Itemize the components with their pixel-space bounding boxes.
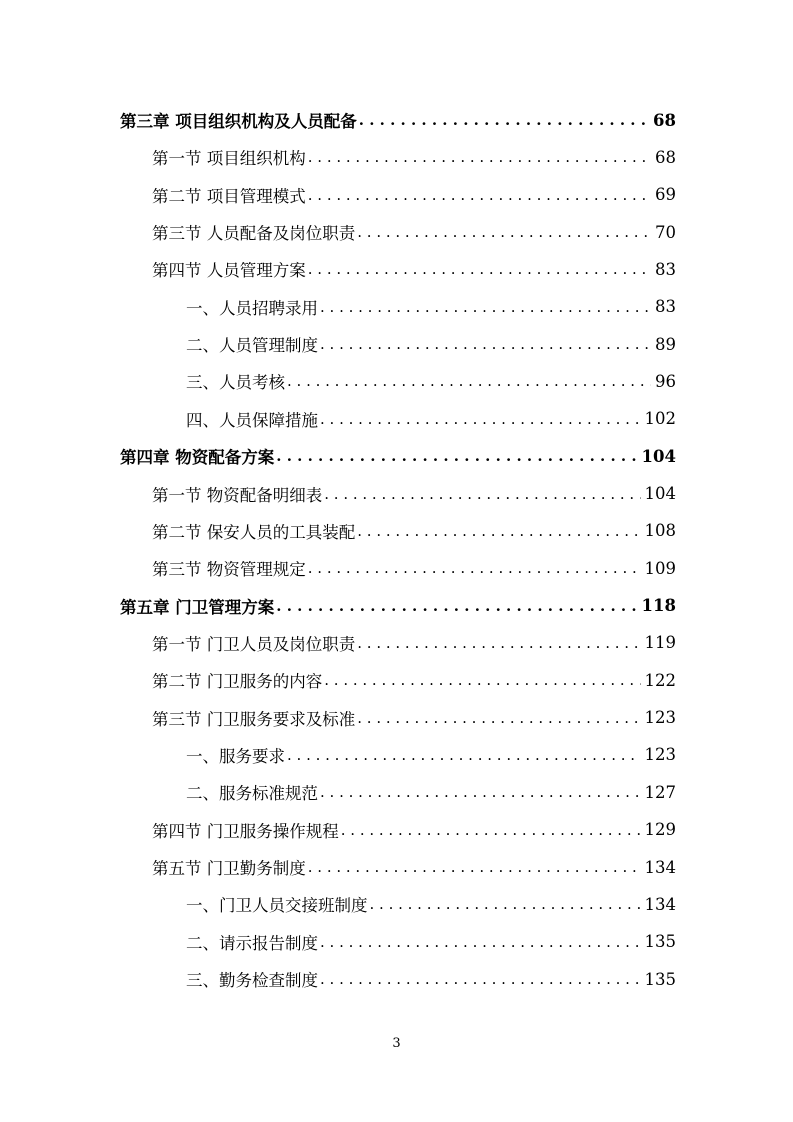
toc-chapter-entry[interactable] xyxy=(120,592,676,620)
toc-entry-title: 二、服务标准规范 xyxy=(186,784,318,804)
toc-entry-title: 三、勤务检查制度 xyxy=(186,971,318,991)
toc-dot-leader xyxy=(320,335,651,353)
toc-dot-leader xyxy=(308,858,641,876)
toc-dot-leader xyxy=(324,671,640,689)
toc-entry-title: 第一节 物资配备明细表 xyxy=(152,485,323,505)
toc-entry-title: 第四章 物资配备方案 xyxy=(120,448,275,468)
toc-section-entry[interactable] xyxy=(152,554,676,582)
toc-dot-leader xyxy=(287,746,641,764)
toc-dot-leader xyxy=(320,933,641,951)
toc-entry-page-number: 118 xyxy=(641,596,676,616)
toc-section-entry[interactable] xyxy=(152,629,676,657)
toc-dot-leader xyxy=(276,447,637,465)
toc-dot-leader xyxy=(320,970,641,988)
toc-section-entry[interactable] xyxy=(152,853,676,881)
toc-entry-title: 一、服务要求 xyxy=(186,746,285,766)
toc-entry-page-number: 108 xyxy=(644,521,676,541)
toc-entry-title: 第二节 项目管理模式 xyxy=(152,186,306,206)
toc-entry-page-number: 109 xyxy=(644,558,676,578)
toc-section-entry[interactable] xyxy=(152,218,676,246)
toc-entry-title: 第一节 项目组织机构 xyxy=(152,149,306,169)
toc-section-entry[interactable] xyxy=(152,517,676,545)
toc-entry-title: 二、人员管理制度 xyxy=(186,336,318,356)
toc-subsection-entry[interactable] xyxy=(186,330,676,358)
toc-entry-page-number: 70 xyxy=(655,222,676,242)
toc-entry-page-number: 83 xyxy=(655,297,676,317)
toc-subsection-entry[interactable] xyxy=(186,741,676,769)
toc-entry-page-number: 135 xyxy=(644,932,676,952)
toc-entry-title: 第三节 物资管理规定 xyxy=(152,560,306,580)
toc-entry-page-number: 129 xyxy=(644,820,676,840)
toc-entry-page-number: 68 xyxy=(655,147,676,167)
toc-section-entry[interactable] xyxy=(152,666,676,694)
toc-entry-title: 第四节 门卫服务操作规程 xyxy=(152,821,339,841)
toc-entry-title: 一、门卫人员交接班制度 xyxy=(186,896,368,916)
toc-entry-page-number: 119 xyxy=(644,633,676,653)
toc-section-entry[interactable] xyxy=(152,143,676,171)
toc-dot-leader xyxy=(276,597,637,615)
toc-entry-page-number: 83 xyxy=(655,259,676,279)
toc-entry-title: 第四节 人员管理方案 xyxy=(152,261,306,281)
toc-entry-title: 第五章 门卫管理方案 xyxy=(120,597,275,617)
toc-section-entry[interactable] xyxy=(152,255,676,283)
toc-entry-page-number: 104 xyxy=(644,484,676,503)
toc-chapter-entry[interactable] xyxy=(120,106,676,134)
toc-subsection-entry[interactable] xyxy=(186,965,676,993)
toc-dot-leader xyxy=(357,634,640,652)
toc-entry-page-number: 134 xyxy=(644,894,676,914)
toc-entry-title: 第二节 保安人员的工具装配 xyxy=(152,522,356,542)
toc-entry-page-number: 135 xyxy=(644,969,676,989)
toc-section-entry[interactable] xyxy=(152,816,676,844)
toc-entry-page-number: 104 xyxy=(641,446,676,466)
toc-dot-leader xyxy=(341,821,641,839)
toc-dot-leader xyxy=(287,372,651,390)
toc-entry-page-number: 127 xyxy=(644,782,676,802)
toc-section-entry[interactable] xyxy=(152,181,676,209)
toc-entry-title: 二、请示报告制度 xyxy=(186,933,318,953)
toc-entry-title: 第三章 项目组织机构及人员配备 xyxy=(120,112,357,131)
toc-entry-title: 第三节 门卫服务要求及标准 xyxy=(152,709,356,729)
page-number: 3 xyxy=(392,1036,401,1051)
toc-dot-leader xyxy=(320,410,641,428)
toc-section-entry[interactable] xyxy=(152,704,676,732)
toc-entry-title: 第一节 门卫人员及岗位职责 xyxy=(152,634,356,654)
toc-dot-leader xyxy=(308,148,651,166)
toc-entry-title: 第五节 门卫勤务制度 xyxy=(152,859,306,878)
toc-subsection-entry[interactable] xyxy=(186,928,676,956)
toc-entry-page-number: 123 xyxy=(644,745,676,765)
toc-entry-page-number: 96 xyxy=(655,371,676,391)
toc-entry-page-number: 102 xyxy=(644,409,676,429)
toc-section-entry[interactable] xyxy=(152,480,676,508)
toc-dot-leader xyxy=(324,485,640,503)
toc-dot-leader xyxy=(308,260,651,278)
toc-dot-leader xyxy=(357,709,640,727)
toc-dot-leader xyxy=(308,186,651,204)
toc-subsection-entry[interactable] xyxy=(186,778,676,806)
toc-entry-title: 四、人员保障措施 xyxy=(186,410,318,430)
toc-entry-page-number: 134 xyxy=(644,857,676,877)
toc-dot-leader xyxy=(370,895,641,913)
toc-subsection-entry[interactable] xyxy=(186,293,676,321)
toc-entry-title: 第三节 人员配备及岗位职责 xyxy=(152,224,356,244)
toc-dot-leader xyxy=(359,111,649,129)
toc-subsection-entry[interactable] xyxy=(186,890,676,918)
toc-entry-page-number: 122 xyxy=(644,670,676,690)
toc-entry-page-number: 123 xyxy=(644,708,676,728)
toc-entry-title: 三、人员考核 xyxy=(186,373,285,393)
toc-subsection-entry[interactable] xyxy=(186,405,676,433)
toc-entry-title: 一、人员招聘录用 xyxy=(186,298,318,318)
toc-dot-leader xyxy=(320,298,651,316)
toc-subsection-entry[interactable] xyxy=(186,367,676,395)
toc-entry-page-number: 69 xyxy=(655,185,676,205)
toc-chapter-entry[interactable] xyxy=(120,442,676,470)
toc-entry-title: 第二节 门卫服务的内容 xyxy=(152,672,323,692)
toc-dot-leader xyxy=(357,223,651,241)
toc-entry-page-number: 68 xyxy=(653,110,676,130)
toc-dot-leader xyxy=(357,522,640,540)
toc-entry-page-number: 89 xyxy=(655,334,676,354)
toc-dot-leader xyxy=(320,783,641,801)
toc-dot-leader xyxy=(308,559,641,577)
